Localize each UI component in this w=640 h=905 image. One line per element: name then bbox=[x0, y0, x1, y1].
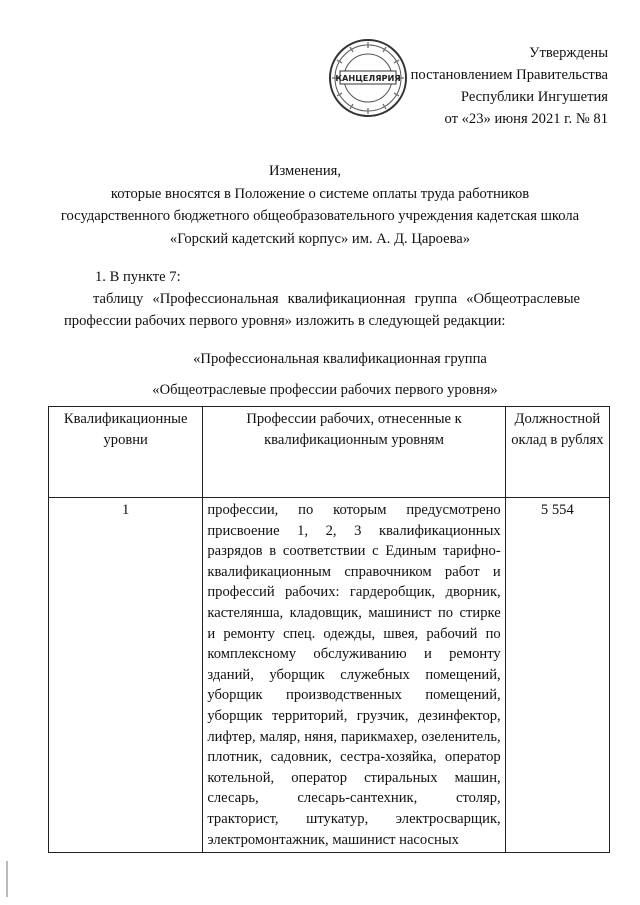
scan-edge-mark bbox=[6, 861, 8, 897]
table-caption-line: «Профессиональная квалификационная группа bbox=[193, 351, 487, 367]
title-heading: Изменения, bbox=[268, 163, 342, 179]
cell-level: 1 bbox=[49, 498, 203, 853]
stamp-label: КАНЦЕЛЯРИЯ bbox=[335, 73, 401, 83]
cell-professions: профессии, по которым предусмотрено присвоение 1, 2, 3 квалификационных разрядов в соответствии с Единым тарифно-квалификационным справочником работ и профессий рабочих: гардеробщик, дворник, кастелянша, кладовщик, машинист по стирке и ремонту спец. одежды, швея, рабочий по комплексному обслуживанию и ремонту зданий, уборщик служебных помещений, уборщик производственных помещений, уборщик территорий, грузчик, дезинфектор, лифтер, маляр, няня, парикмахер, озеленитель, плотник, садовник, сестра-хозяйка, оператор котельной, оператор стиральных машин, слесарь, слесарь-сантехник, столяр, тракторист, штукатур, электросварщик, электромонтажник, машинист насосных bbox=[203, 498, 505, 853]
approval-line: постановлением Правительства bbox=[410, 67, 608, 83]
approval-date-line: от «23» июня 2021 г. № 81 bbox=[444, 111, 608, 127]
title-line: «Горский кадетский корпус» им. А. Д. Цароева» bbox=[169, 230, 471, 247]
approval-line: Утверждены bbox=[529, 45, 608, 61]
header-salary: Должностной оклад в рублях bbox=[505, 407, 609, 498]
point-number: 1. В пункте 7: bbox=[95, 269, 181, 285]
title-line: государственного бюджетного общеобразовательного учреждения кадетская школа bbox=[60, 208, 580, 224]
salary-table bbox=[48, 406, 610, 853]
cell-salary: 5 554 bbox=[505, 498, 609, 853]
header-worker-professions: Профессии рабочих, отнесенные к квалификационным уровням bbox=[203, 407, 505, 498]
approval-line: Республики Ингушетия bbox=[460, 89, 608, 105]
table-row bbox=[49, 498, 610, 853]
document-title bbox=[30, 160, 610, 250]
chancellery-stamp bbox=[328, 38, 408, 118]
table-caption-line: «Общеотраслевые профессии рабочих первого уровня» bbox=[152, 382, 498, 398]
body-paragraph: таблицу «Профессиональная квалификационная группа «Общеотраслевые профессии рабочих первого уровня» изложить в следующей редакции: bbox=[64, 291, 580, 329]
title-line: которые вносятся в Положение о системе оплаты труда работников bbox=[110, 185, 530, 202]
approval-block bbox=[411, 42, 608, 130]
table-header-row bbox=[49, 407, 610, 498]
header-qualification-levels: Квалификационные уровни bbox=[49, 407, 203, 498]
